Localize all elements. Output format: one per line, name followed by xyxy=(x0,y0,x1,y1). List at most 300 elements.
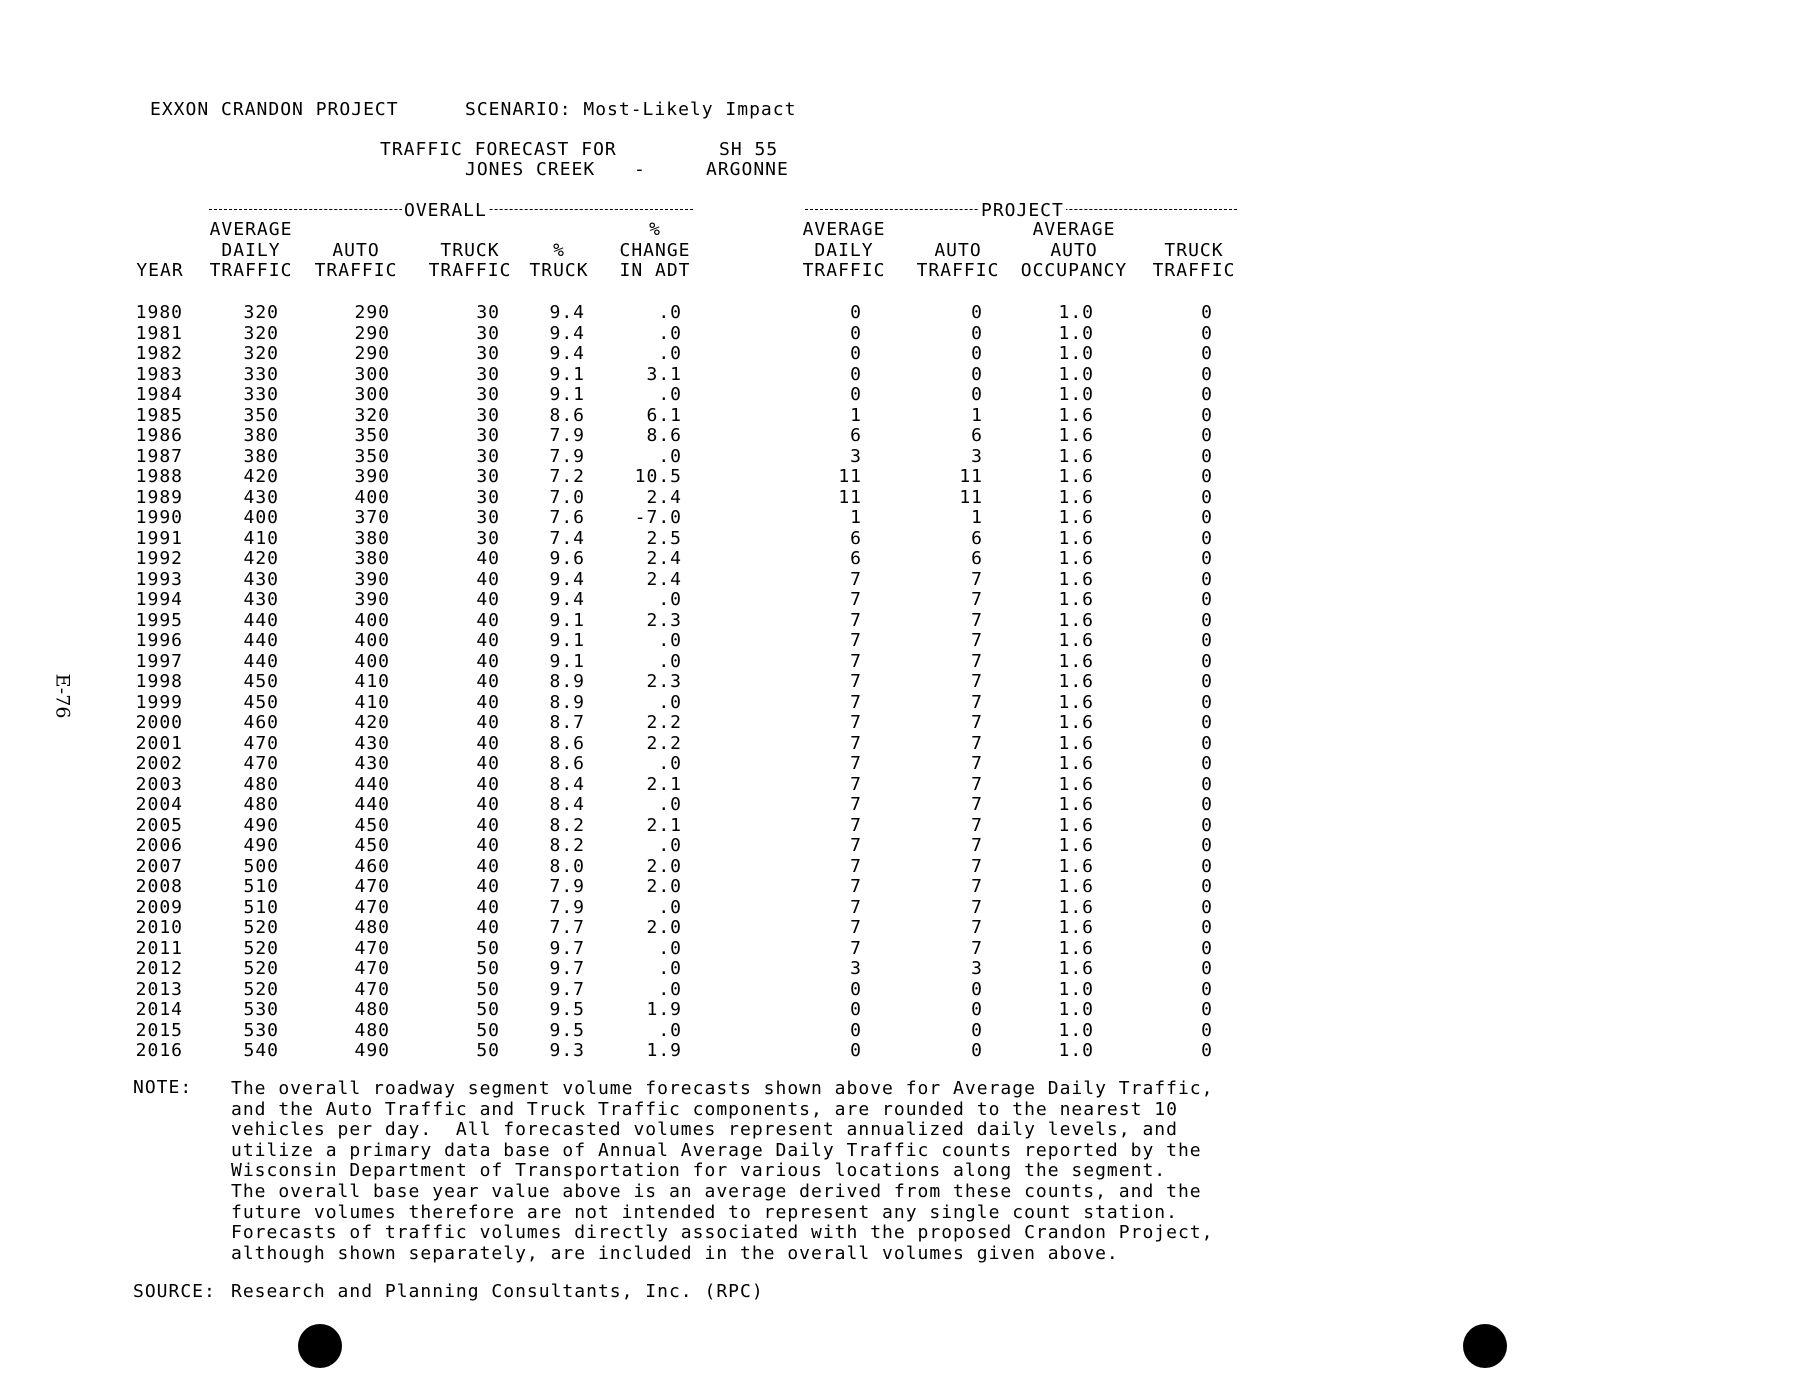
column-header-project-truck: TRUCK xyxy=(1164,239,1224,261)
cell-overall-auto: 470 xyxy=(354,937,390,959)
cell-project-truck: 0 xyxy=(1201,773,1213,795)
cell-project-truck: 0 xyxy=(1201,999,1213,1020)
cell-occupancy: 1.6 xyxy=(1058,466,1094,487)
segment-dash: - xyxy=(634,159,646,180)
cell-pct-change: .0 xyxy=(658,896,682,918)
punch-hole-left xyxy=(298,1324,342,1368)
cell-overall-auto: 420 xyxy=(354,712,390,733)
cell-pct-truck: 9.4 xyxy=(549,322,585,344)
cell-occupancy: 1.6 xyxy=(1058,712,1094,733)
source-label: SOURCE: xyxy=(133,1281,216,1302)
column-header-project-auto: TRAFFIC xyxy=(916,260,1000,281)
cell-project-adt: 0 xyxy=(850,1019,862,1041)
cell-overall-auto: 380 xyxy=(354,527,390,549)
cell-overall-auto: 430 xyxy=(354,753,390,774)
cell-overall-adt: 470 xyxy=(243,753,279,774)
cell-occupancy: 1.6 xyxy=(1058,773,1094,795)
cell-year: 2003 xyxy=(135,773,183,795)
cell-project-auto: 7 xyxy=(971,814,983,836)
cell-occupancy: 1.6 xyxy=(1058,609,1094,631)
cell-pct-change: .0 xyxy=(658,835,682,856)
cell-project-truck: 0 xyxy=(1201,322,1213,344)
cell-project-truck: 0 xyxy=(1201,814,1213,836)
cell-project-auto: 7 xyxy=(971,917,983,938)
cell-project-adt: 1 xyxy=(850,404,862,426)
punch-hole-right xyxy=(1463,1324,1507,1368)
cell-overall-truck: 30 xyxy=(476,486,500,508)
cell-overall-adt: 320 xyxy=(243,322,279,344)
cell-project-auto: 3 xyxy=(971,958,983,979)
cell-pct-change: 8.6 xyxy=(646,425,682,446)
cell-project-truck: 0 xyxy=(1201,568,1213,590)
cell-overall-truck: 30 xyxy=(476,507,500,528)
cell-pct-truck: 9.5 xyxy=(549,999,585,1020)
cell-overall-truck: 40 xyxy=(476,876,500,897)
note-line: although shown separately, are included in the overall volumes given above. xyxy=(231,1242,1119,1264)
cell-overall-adt: 330 xyxy=(243,363,279,385)
cell-overall-truck: 40 xyxy=(476,917,500,938)
cell-year: 1994 xyxy=(135,589,183,610)
cell-year: 1980 xyxy=(135,302,183,323)
cell-pct-change: 10.5 xyxy=(634,466,682,487)
cell-overall-auto: 380 xyxy=(354,548,390,569)
segment-to: ARGONNE xyxy=(706,159,789,180)
cell-project-auto: 6 xyxy=(971,548,983,569)
cell-overall-auto: 290 xyxy=(354,322,390,344)
cell-project-truck: 0 xyxy=(1201,650,1213,672)
cell-project-adt: 11 xyxy=(838,486,862,508)
cell-project-adt: 7 xyxy=(850,753,862,774)
cell-pct-change: 1.9 xyxy=(646,1040,682,1061)
cell-pct-change: 2.4 xyxy=(646,486,682,508)
cell-project-adt: 7 xyxy=(850,773,862,795)
cell-project-adt: 7 xyxy=(850,732,862,754)
cell-overall-adt: 480 xyxy=(243,773,279,795)
cell-project-adt: 7 xyxy=(850,589,862,610)
cell-overall-truck: 40 xyxy=(476,855,500,877)
cell-overall-auto: 410 xyxy=(354,691,390,713)
cell-overall-auto: 410 xyxy=(354,671,390,692)
cell-project-adt: 7 xyxy=(850,855,862,877)
cell-year: 1987 xyxy=(135,445,183,467)
cell-project-truck: 0 xyxy=(1201,732,1213,754)
cell-project-auto: 7 xyxy=(971,753,983,774)
cell-occupancy: 1.6 xyxy=(1058,855,1094,877)
column-header-overall-adt: AVERAGE xyxy=(209,219,293,240)
project-title: EXXON CRANDON PROJECT xyxy=(150,99,399,120)
cell-overall-auto: 470 xyxy=(354,876,390,897)
cell-overall-auto: 290 xyxy=(354,302,390,323)
cell-project-auto: 11 xyxy=(959,486,983,508)
cell-pct-change: 2.0 xyxy=(646,855,682,877)
cell-occupancy: 1.6 xyxy=(1058,650,1094,672)
cell-overall-truck: 40 xyxy=(476,814,500,836)
cell-project-adt: 6 xyxy=(850,425,862,446)
cell-overall-adt: 520 xyxy=(243,978,279,1000)
cell-project-adt: 7 xyxy=(850,896,862,918)
cell-year: 2007 xyxy=(135,855,183,877)
cell-pct-truck: 7.2 xyxy=(549,466,585,487)
cell-overall-adt: 530 xyxy=(243,999,279,1020)
cell-overall-truck: 40 xyxy=(476,753,500,774)
cell-overall-auto: 490 xyxy=(354,1040,390,1061)
cell-project-truck: 0 xyxy=(1201,609,1213,631)
cell-overall-auto: 290 xyxy=(354,343,390,364)
cell-project-auto: 7 xyxy=(971,712,983,733)
cell-pct-change: .0 xyxy=(658,753,682,774)
cell-pct-truck: 9.3 xyxy=(549,1040,585,1061)
cell-project-truck: 0 xyxy=(1201,302,1213,323)
cell-pct-change: .0 xyxy=(658,384,682,405)
cell-overall-adt: 490 xyxy=(243,814,279,836)
cell-overall-truck: 30 xyxy=(476,363,500,385)
note-line: The overall base year value above is an average derived from these counts, and the xyxy=(231,1180,1202,1202)
column-header-project-truck: TRAFFIC xyxy=(1152,260,1236,281)
cell-project-adt: 0 xyxy=(850,999,862,1020)
cell-year: 2014 xyxy=(135,999,183,1020)
cell-overall-truck: 40 xyxy=(476,896,500,918)
cell-project-auto: 7 xyxy=(971,876,983,897)
cell-occupancy: 1.6 xyxy=(1058,507,1094,528)
cell-pct-truck: 8.6 xyxy=(549,404,585,426)
cell-project-auto: 0 xyxy=(971,999,983,1020)
cell-overall-truck: 30 xyxy=(476,404,500,426)
cell-overall-adt: 320 xyxy=(243,302,279,323)
cell-project-adt: 7 xyxy=(850,650,862,672)
cell-overall-truck: 50 xyxy=(476,1040,500,1061)
cell-overall-adt: 520 xyxy=(243,937,279,959)
cell-project-truck: 0 xyxy=(1201,404,1213,426)
cell-pct-truck: 9.1 xyxy=(549,609,585,631)
note-line: Forecasts of traffic volumes directly associated with the proposed Crandon Project, xyxy=(231,1222,1214,1244)
cell-project-auto: 7 xyxy=(971,773,983,795)
cell-project-auto: 7 xyxy=(971,794,983,815)
cell-year: 2005 xyxy=(135,814,183,836)
cell-overall-truck: 40 xyxy=(476,650,500,672)
column-header-year: YEAR xyxy=(136,260,184,281)
column-header-occupancy: AVERAGE xyxy=(1032,219,1116,240)
cell-project-adt: 0 xyxy=(850,978,862,1000)
cell-project-adt: 0 xyxy=(850,1040,862,1061)
cell-pct-truck: 8.2 xyxy=(549,835,585,856)
column-header-overall-truck: TRAFFIC xyxy=(428,260,512,281)
cell-overall-truck: 40 xyxy=(476,835,500,856)
cell-project-truck: 0 xyxy=(1201,445,1213,467)
cell-occupancy: 1.6 xyxy=(1058,835,1094,856)
cell-occupancy: 1.6 xyxy=(1058,814,1094,836)
cell-project-truck: 0 xyxy=(1201,855,1213,877)
cell-year: 2011 xyxy=(135,937,183,959)
cell-project-truck: 0 xyxy=(1201,794,1213,815)
cell-year: 2008 xyxy=(135,876,183,897)
cell-project-auto: 7 xyxy=(971,630,983,651)
cell-year: 1985 xyxy=(135,404,183,426)
cell-occupancy: 1.0 xyxy=(1058,1019,1094,1041)
cell-year: 1992 xyxy=(135,548,183,569)
cell-pct-truck: 8.4 xyxy=(549,794,585,815)
cell-overall-auto: 400 xyxy=(354,650,390,672)
cell-pct-truck: 7.4 xyxy=(549,527,585,549)
cell-occupancy: 1.6 xyxy=(1058,753,1094,774)
cell-project-adt: 7 xyxy=(850,630,862,651)
cell-pct-truck: 7.9 xyxy=(549,896,585,918)
cell-project-truck: 0 xyxy=(1201,486,1213,508)
cell-occupancy: 1.6 xyxy=(1058,937,1094,959)
note-line: future volumes therefore are not intended to represent any single count station. xyxy=(231,1201,1178,1223)
cell-year: 1982 xyxy=(135,343,183,364)
cell-pct-change: 6.1 xyxy=(646,404,682,426)
cell-pct-change: .0 xyxy=(658,302,682,323)
cell-project-auto: 0 xyxy=(971,302,983,323)
cell-overall-truck: 50 xyxy=(476,1019,500,1041)
cell-project-adt: 0 xyxy=(850,363,862,385)
cell-project-truck: 0 xyxy=(1201,753,1213,774)
cell-overall-adt: 480 xyxy=(243,794,279,815)
cell-project-adt: 7 xyxy=(850,609,862,631)
cell-pct-change: -7.0 xyxy=(634,507,682,528)
cell-pct-truck: 9.1 xyxy=(549,650,585,672)
cell-overall-adt: 330 xyxy=(243,384,279,405)
cell-overall-truck: 40 xyxy=(476,712,500,733)
cell-project-auto: 11 xyxy=(959,466,983,487)
cell-occupancy: 1.6 xyxy=(1058,486,1094,508)
scenario-label: SCENARIO: Most-Likely Impact xyxy=(465,99,797,120)
cell-project-auto: 7 xyxy=(971,732,983,754)
cell-overall-auto: 450 xyxy=(354,814,390,836)
cell-year: 1995 xyxy=(135,609,183,631)
cell-overall-adt: 430 xyxy=(243,486,279,508)
cell-project-adt: 0 xyxy=(850,384,862,405)
cell-project-auto: 6 xyxy=(971,527,983,549)
cell-project-auto: 7 xyxy=(971,835,983,856)
cell-year: 1999 xyxy=(135,691,183,713)
cell-overall-truck: 30 xyxy=(476,343,500,364)
cell-pct-truck: 9.5 xyxy=(549,1019,585,1041)
cell-overall-auto: 390 xyxy=(354,466,390,487)
cell-project-adt: 7 xyxy=(850,917,862,938)
cell-pct-change: .0 xyxy=(658,978,682,1000)
cell-project-auto: 0 xyxy=(971,322,983,344)
cell-overall-truck: 40 xyxy=(476,548,500,569)
route-label: SH 55 xyxy=(719,139,779,160)
column-header-project-adt: AVERAGE xyxy=(802,219,886,240)
cell-pct-truck: 7.7 xyxy=(549,917,585,938)
cell-project-auto: 7 xyxy=(971,589,983,610)
note-line: Wisconsin Department of Transportation for various locations along the segment. xyxy=(231,1160,1167,1182)
cell-pct-truck: 8.9 xyxy=(549,671,585,692)
cell-occupancy: 1.6 xyxy=(1058,958,1094,979)
cell-overall-adt: 490 xyxy=(243,835,279,856)
cell-project-auto: 0 xyxy=(971,363,983,385)
cell-pct-change: 2.3 xyxy=(646,671,682,692)
cell-project-truck: 0 xyxy=(1201,876,1213,897)
cell-overall-truck: 30 xyxy=(476,527,500,549)
cell-pct-change: .0 xyxy=(658,958,682,979)
cell-year: 2010 xyxy=(135,917,183,938)
cell-occupancy: 1.6 xyxy=(1058,630,1094,651)
cell-project-truck: 0 xyxy=(1201,712,1213,733)
cell-project-adt: 7 xyxy=(850,712,862,733)
cell-pct-change: .0 xyxy=(658,794,682,815)
cell-overall-truck: 40 xyxy=(476,609,500,631)
cell-overall-truck: 40 xyxy=(476,630,500,651)
cell-overall-adt: 440 xyxy=(243,650,279,672)
cell-pct-truck: 7.9 xyxy=(549,425,585,446)
cell-overall-adt: 430 xyxy=(243,589,279,610)
cell-project-truck: 0 xyxy=(1201,548,1213,569)
cell-overall-auto: 400 xyxy=(354,630,390,651)
cell-project-adt: 6 xyxy=(850,548,862,569)
column-header-project-auto: AUTO xyxy=(934,239,982,261)
project-section-label: PROJECT xyxy=(981,200,1064,221)
cell-overall-auto: 390 xyxy=(354,568,390,590)
cell-year: 1998 xyxy=(135,671,183,692)
cell-year: 2000 xyxy=(135,712,183,733)
cell-pct-truck: 8.6 xyxy=(549,753,585,774)
source-text: Research and Planning Consultants, Inc. (RPC) xyxy=(231,1281,764,1302)
cell-overall-auto: 350 xyxy=(354,445,390,467)
cell-year: 1993 xyxy=(135,568,183,590)
cell-pct-truck: 8.7 xyxy=(549,712,585,733)
cell-year: 1986 xyxy=(135,425,183,446)
cell-overall-auto: 450 xyxy=(354,835,390,856)
cell-project-auto: 7 xyxy=(971,609,983,631)
cell-pct-truck: 9.4 xyxy=(549,589,585,610)
cell-year: 1983 xyxy=(135,363,183,385)
cell-project-adt: 0 xyxy=(850,343,862,364)
cell-project-truck: 0 xyxy=(1201,671,1213,692)
cell-occupancy: 1.0 xyxy=(1058,384,1094,405)
note-line: and the Auto Traffic and Truck Traffic components, are rounded to the nearest 10 xyxy=(231,1098,1178,1120)
cell-year: 1988 xyxy=(135,466,183,487)
cell-pct-change: 2.3 xyxy=(646,609,682,631)
cell-project-truck: 0 xyxy=(1201,363,1213,385)
cell-overall-truck: 40 xyxy=(476,732,500,754)
column-header-overall-adt: DAILY xyxy=(221,239,281,261)
column-header-occupancy: AUTO xyxy=(1050,239,1098,261)
cell-overall-truck: 50 xyxy=(476,999,500,1020)
column-header-pct-change: IN ADT xyxy=(619,260,691,281)
cell-overall-auto: 470 xyxy=(354,896,390,918)
cell-project-adt: 0 xyxy=(850,302,862,323)
cell-pct-change: 2.0 xyxy=(646,876,682,897)
cell-year: 1984 xyxy=(135,384,183,405)
cell-overall-auto: 480 xyxy=(354,1019,390,1041)
cell-overall-auto: 480 xyxy=(354,917,390,938)
cell-project-truck: 0 xyxy=(1201,958,1213,979)
cell-year: 1989 xyxy=(135,486,183,508)
cell-occupancy: 1.0 xyxy=(1058,999,1094,1020)
cell-occupancy: 1.0 xyxy=(1058,1040,1094,1061)
cell-pct-truck: 9.1 xyxy=(549,363,585,385)
cell-overall-auto: 460 xyxy=(354,855,390,877)
cell-overall-truck: 50 xyxy=(476,937,500,959)
cell-project-auto: 0 xyxy=(971,384,983,405)
cell-project-truck: 0 xyxy=(1201,917,1213,938)
cell-pct-change: 2.0 xyxy=(646,917,682,938)
cell-project-auto: 7 xyxy=(971,650,983,672)
cell-occupancy: 1.6 xyxy=(1058,732,1094,754)
cell-project-auto: 7 xyxy=(971,568,983,590)
cell-project-adt: 7 xyxy=(850,671,862,692)
cell-project-truck: 0 xyxy=(1201,527,1213,549)
cell-project-auto: 7 xyxy=(971,937,983,959)
cell-overall-auto: 370 xyxy=(354,507,390,528)
cell-overall-auto: 470 xyxy=(354,978,390,1000)
cell-overall-adt: 520 xyxy=(243,917,279,938)
column-header-pct-change: CHANGE xyxy=(619,239,691,261)
cell-project-auto: 3 xyxy=(971,445,983,467)
cell-project-adt: 7 xyxy=(850,835,862,856)
cell-overall-truck: 30 xyxy=(476,466,500,487)
cell-pct-change: 2.4 xyxy=(646,568,682,590)
cell-project-auto: 1 xyxy=(971,507,983,528)
cell-project-truck: 0 xyxy=(1201,835,1213,856)
cell-project-auto: 1 xyxy=(971,404,983,426)
cell-pct-truck: 9.4 xyxy=(549,568,585,590)
cell-project-adt: 7 xyxy=(850,876,862,897)
cell-overall-auto: 480 xyxy=(354,999,390,1020)
cell-project-adt: 11 xyxy=(838,466,862,487)
cell-pct-change: .0 xyxy=(658,691,682,713)
cell-occupancy: 1.0 xyxy=(1058,343,1094,364)
cell-overall-auto: 300 xyxy=(354,384,390,405)
cell-pct-truck: 8.0 xyxy=(549,855,585,877)
cell-occupancy: 1.0 xyxy=(1058,322,1094,344)
cell-project-adt: 7 xyxy=(850,794,862,815)
cell-pct-truck: 7.9 xyxy=(549,445,585,467)
cell-overall-auto: 400 xyxy=(354,486,390,508)
cell-overall-adt: 420 xyxy=(243,466,279,487)
column-header-pct-truck: TRUCK xyxy=(529,260,589,281)
cell-overall-truck: 40 xyxy=(476,671,500,692)
cell-overall-truck: 30 xyxy=(476,425,500,446)
cell-pct-change: .0 xyxy=(658,937,682,959)
note-label: NOTE: xyxy=(133,1077,193,1098)
cell-pct-truck: 9.7 xyxy=(549,978,585,1000)
cell-project-auto: 0 xyxy=(971,978,983,1000)
cell-overall-auto: 320 xyxy=(354,404,390,426)
cell-project-truck: 0 xyxy=(1201,937,1213,959)
cell-overall-auto: 390 xyxy=(354,589,390,610)
cell-pct-truck: 8.9 xyxy=(549,691,585,713)
cell-year: 1996 xyxy=(135,630,183,651)
cell-year: 2004 xyxy=(135,794,183,815)
cell-overall-adt: 510 xyxy=(243,896,279,918)
cell-project-auto: 7 xyxy=(971,691,983,713)
cell-pct-change: 1.9 xyxy=(646,999,682,1020)
cell-overall-adt: 410 xyxy=(243,527,279,549)
cell-project-adt: 7 xyxy=(850,937,862,959)
cell-project-adt: 3 xyxy=(850,958,862,979)
cell-pct-truck: 8.2 xyxy=(549,814,585,836)
column-header-pct-truck: % xyxy=(553,239,565,261)
cell-overall-auto: 470 xyxy=(354,958,390,979)
cell-year: 2013 xyxy=(135,978,183,1000)
segment-from: JONES CREEK xyxy=(465,159,596,180)
cell-overall-adt: 400 xyxy=(243,507,279,528)
cell-project-adt: 7 xyxy=(850,568,862,590)
cell-project-auto: 7 xyxy=(971,855,983,877)
cell-overall-truck: 40 xyxy=(476,691,500,713)
cell-project-adt: 0 xyxy=(850,322,862,344)
cell-year: 2006 xyxy=(135,835,183,856)
cell-project-adt: 7 xyxy=(850,814,862,836)
cell-pct-change: 2.1 xyxy=(646,773,682,795)
cell-overall-auto: 440 xyxy=(354,794,390,815)
cell-occupancy: 1.6 xyxy=(1058,589,1094,610)
cell-year: 1990 xyxy=(135,507,183,528)
